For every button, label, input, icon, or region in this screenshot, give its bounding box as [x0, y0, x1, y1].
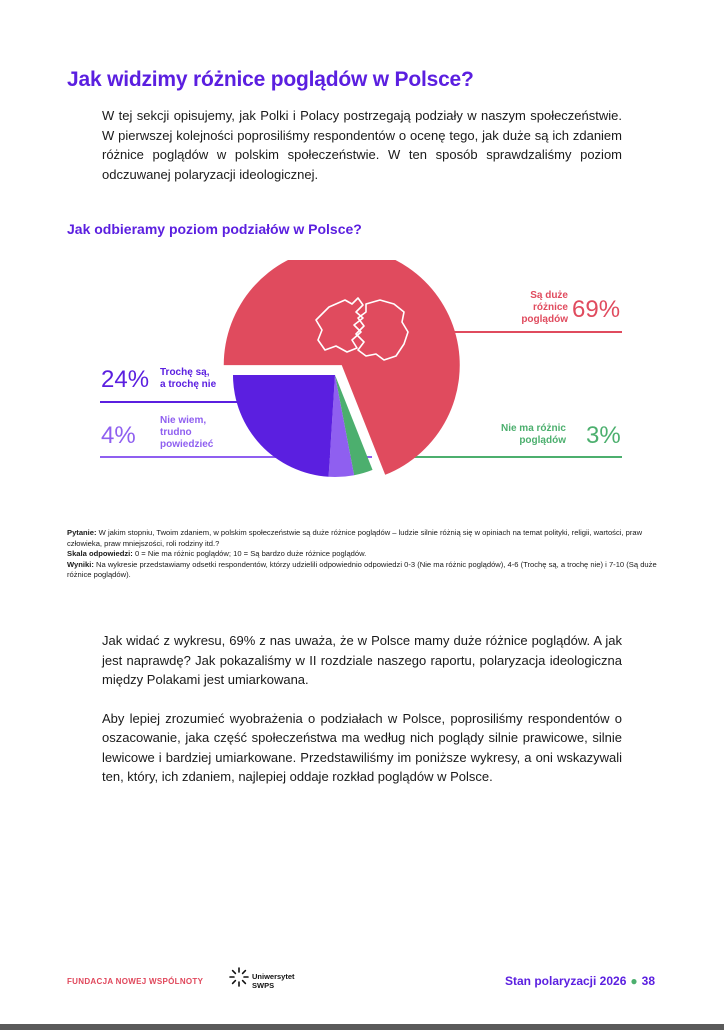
- pie-slices: [224, 260, 460, 477]
- label-troche-line1: Trochę są,: [160, 367, 210, 378]
- report-footer: [505, 974, 655, 988]
- foundation-logo: FUNDACJA NOWEJ WSPÓLNOTY: [67, 977, 204, 986]
- bottom-border: [0, 1024, 724, 1030]
- swps-logo-text: [252, 972, 295, 990]
- label-niema-line1: Nie ma różnic: [500, 423, 566, 434]
- intro-paragraph: W tej sekcji opisujemy, jak Polki i Polacy postrzegają podziały w naszym społeczeństwie. W pierwszej kolejności poprosiliśmy respondentów o ocenę tego, jak duże są ich zdaniem różnice poglądów w polskim społeczeństwie. W ten sposób sprawdzaliśmy poziom odczuwanej polaryzacji ideologicznej.: [102, 108, 622, 182]
- pct-niewiem: 4%: [101, 422, 136, 449]
- note-scale-label: Skala odpowiedzi:: [67, 549, 133, 558]
- page-title: Jak widzimy różnice poglądów w Polsce?: [67, 68, 474, 91]
- label-troche: [160, 367, 216, 391]
- page-number: 38: [641, 974, 655, 988]
- note-question: [67, 528, 657, 549]
- note-results: [67, 560, 657, 581]
- swps-line2: SWPS: [252, 981, 275, 990]
- slice-troche: [233, 375, 335, 477]
- label-niewiem-line1: Nie wiem,: [160, 415, 207, 426]
- label-duze-line1: Są duże: [530, 290, 568, 301]
- body-text: [102, 631, 622, 806]
- footer: [0, 965, 724, 1005]
- label-niema: [494, 423, 566, 447]
- report-title: Stan polaryzacji 2026: [504, 974, 627, 988]
- chart-notes: [67, 528, 657, 581]
- pct-duze: 69%: [572, 296, 621, 323]
- label-duze: [521, 290, 568, 326]
- body-paragraph-1: Jak widać z wykresu, 69% z nas uważa, że w Polsce mamy duże różnice poglądów. A jak jest naprawdę? Jak pokazaliśmy w II rozdziale naszego raportu, polaryzacja ideologiczna między Polakami jest umiarkowana.: [102, 633, 622, 687]
- pct-troche: 24%: [101, 366, 150, 393]
- swps-line1: Uniwersytet: [252, 972, 295, 981]
- label-niewiem-line2: trudno: [160, 427, 192, 438]
- label-duze-line2: różnice: [532, 302, 568, 313]
- note-scale-text: 0 = Nie ma różnic poglądów; 10 = Są bardzo duże różnice poglądów.: [134, 549, 367, 558]
- label-niema-line2: poglądów: [519, 435, 566, 446]
- label-niewiem-line3: powiedzieć: [160, 439, 214, 450]
- note-results-text: Na wykresie przedstawiamy odsetki respondentów, którzy udzielili odpowiednio odpowiedzi 0-3 (Nie ma różnic poglądów), 4-6 (Trochę są, a trochę nie) i 7-10 (Są duże różnice poglądów).: [67, 559, 657, 579]
- note-scale: [67, 549, 657, 560]
- note-results-label: Wyniki:: [67, 559, 94, 569]
- body-paragraph-2: Aby lepiej zrozumieć wyobrażenia o podziałach w Polsce, poprosiliśmy respondentów o oszacowanie, jaka część społeczeństwa ma według nich poglądy silnie prawicowe, silnie lewicowe i bardziej umiarkowane. Przedstawiliśmy im poniższe wykresy, a oni wskazywali ten, który, ich zdaniem, najlepiej oddaje rozkład poglądów w Polsce.: [102, 710, 622, 784]
- dot-separator-icon: ●: [630, 974, 638, 988]
- label-niewiem: [160, 415, 213, 451]
- label-troche-line2: a trochę nie: [160, 379, 217, 390]
- label-duze-line3: poglądów: [521, 314, 568, 325]
- pie-chart: [0, 260, 724, 510]
- note-question-text: W jakim stopniu, Twoim zdaniem, w polskim społeczeństwie są duże różnice poglądów – ludzie silnie różnią się w opiniach na temat polityki, religii, wartości, praw człowieka, praw mniejszości, roli rodziny itd.?: [67, 528, 643, 548]
- note-question-label: Pytanie:: [67, 528, 97, 537]
- chart-title: Jak odbieramy poziom podziałów w Polsce?: [67, 221, 362, 237]
- pct-niema: 3%: [586, 422, 621, 449]
- swps-logo-icon: [229, 967, 249, 987]
